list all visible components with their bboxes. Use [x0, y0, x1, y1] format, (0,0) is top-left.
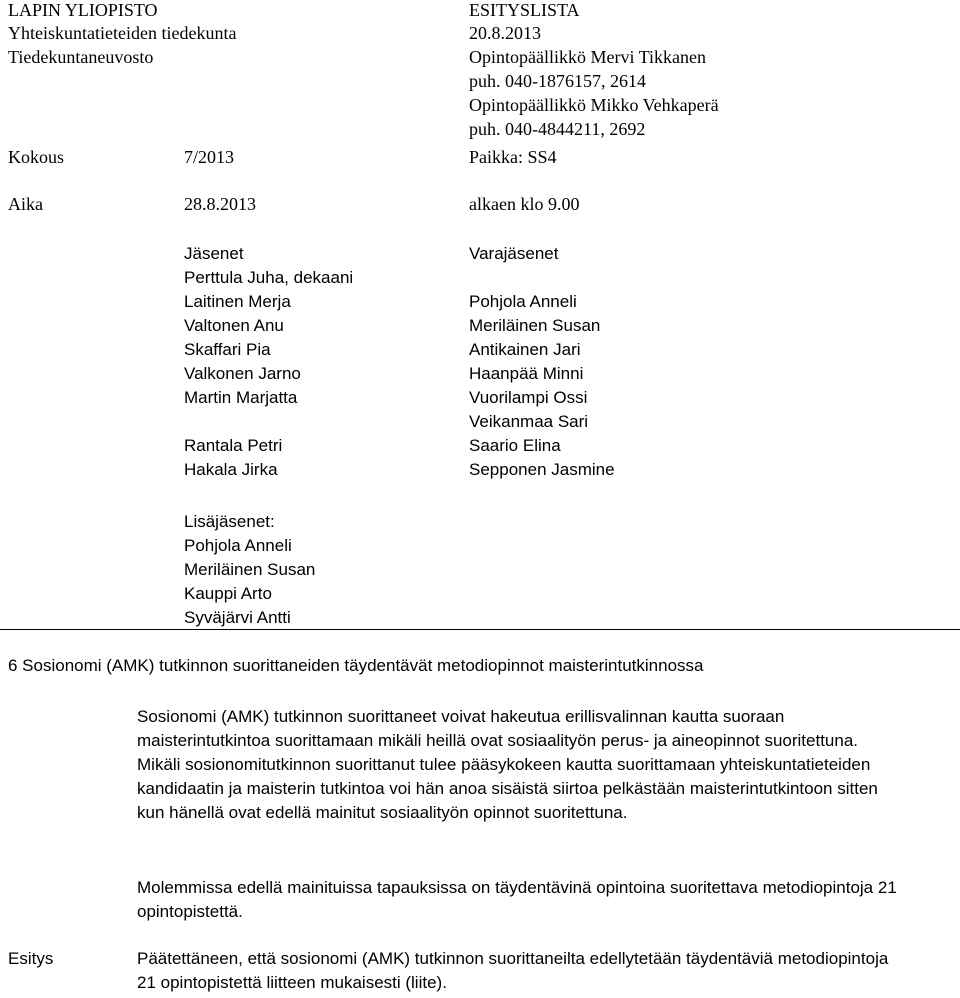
- document-type: ESITYSLISTA: [469, 0, 580, 20]
- deputy-name: Pohjola Anneli: [469, 292, 577, 311]
- extra-member-name: Meriläinen Susan: [184, 560, 316, 579]
- members-heading: Jäsenet: [184, 244, 244, 263]
- member-name: Skaffari Pia: [184, 340, 271, 359]
- contact-line: puh. 040-1876157, 2614: [469, 71, 646, 91]
- aika-label: Aika: [8, 194, 43, 214]
- deputy-name: Saario Elina: [469, 436, 561, 455]
- kokous-value: 7/2013: [184, 147, 235, 167]
- deputy-name: Haanpää Minni: [469, 364, 584, 383]
- faculty-name: Yhteiskuntatieteiden tiedekunta: [8, 23, 237, 43]
- agenda-item-title: 6 Sosionomi (AMK) tutkinnon suorittaneiden täydentävät metodiopinnot maisterintutkinnossa: [8, 656, 704, 675]
- kokous-label: Kokous: [8, 147, 65, 167]
- member-name: Valtonen Anu: [184, 316, 284, 335]
- meeting-start-time: alkaen klo 9.00: [469, 194, 580, 214]
- extra-members-heading: Lisäjäsenet:: [184, 512, 275, 531]
- deputy-name: Antikainen Jari: [469, 340, 581, 359]
- member-name: Valkonen Jarno: [184, 364, 301, 383]
- extra-member-name: Kauppi Arto: [184, 584, 272, 603]
- meeting-location: Paikka: SS4: [469, 147, 557, 167]
- esitys-text: Päätettäneen, että sosionomi (AMK) tutkinnon suorittaneilta edellytetään täydentäviä metodiopintoja 21 opintopistettä liitteen mukaisesti (liite).: [137, 949, 889, 992]
- member-name: Laitinen Merja: [184, 292, 291, 311]
- member-name: Martin Marjatta: [184, 388, 298, 407]
- section-divider: [0, 629, 960, 630]
- esitys-label: Esitys: [8, 949, 54, 968]
- extra-member-name: Pohjola Anneli: [184, 536, 292, 555]
- contact-line: puh. 040-4844211, 2692: [469, 119, 646, 139]
- member-name: Hakala Jirka: [184, 460, 278, 479]
- member-name: Rantala Petri: [184, 436, 283, 455]
- paragraph-text: Sosionomi (AMK) tutkinnon suorittaneet voivat hakeutua erillisvalinnan kautta suoraan maisterintutkintoa suorittamaan mikäli heillä ovat sosiaalityön perus- ja aineopinnot suoritettuna. Mikäli sosionomitutkinnon suorittanut tulee pääsykokeen kautta suorittamaan yhteiskuntatieteiden kandidaatin ja maisterin tutkintoa voi hän anoa sisäistä siirtoa pelkästään maisterintutkintoon sitten kun hänellä ovat edellä mainitut sosiaalityön opinnot suoritettuna.: [137, 707, 878, 822]
- aika-value: 28.8.2013: [184, 194, 256, 214]
- item-paragraph-1: [137, 705, 897, 825]
- paragraph-text: Molemmissa edellä mainituissa tapauksissa on täydentävinä opintoina suoritettava metodiopintoja 21 opintopistettä.: [137, 878, 897, 921]
- council-name: Tiedekuntaneuvosto: [8, 47, 154, 67]
- member-name: Perttula Juha, dekaani: [184, 268, 354, 287]
- contact-line: Opintopäällikkö Mervi Tikkanen: [469, 47, 706, 67]
- deputies-heading: Varajäsenet: [469, 244, 559, 263]
- document-date: 20.8.2013: [469, 23, 541, 43]
- university-name: LAPIN YLIOPISTO: [8, 0, 158, 20]
- deputy-name: Sepponen Jasmine: [469, 460, 615, 479]
- deputy-name: Meriläinen Susan: [469, 316, 601, 335]
- deputy-name: Veikanmaa Sari: [469, 412, 589, 431]
- contact-line: Opintopäällikkö Mikko Vehkaperä: [469, 95, 719, 115]
- item-paragraph-2: [137, 876, 897, 924]
- extra-member-name: Syväjärvi Antti: [184, 608, 291, 627]
- esitys-text-block: [137, 947, 897, 995]
- deputy-name: Vuorilampi Ossi: [469, 388, 588, 407]
